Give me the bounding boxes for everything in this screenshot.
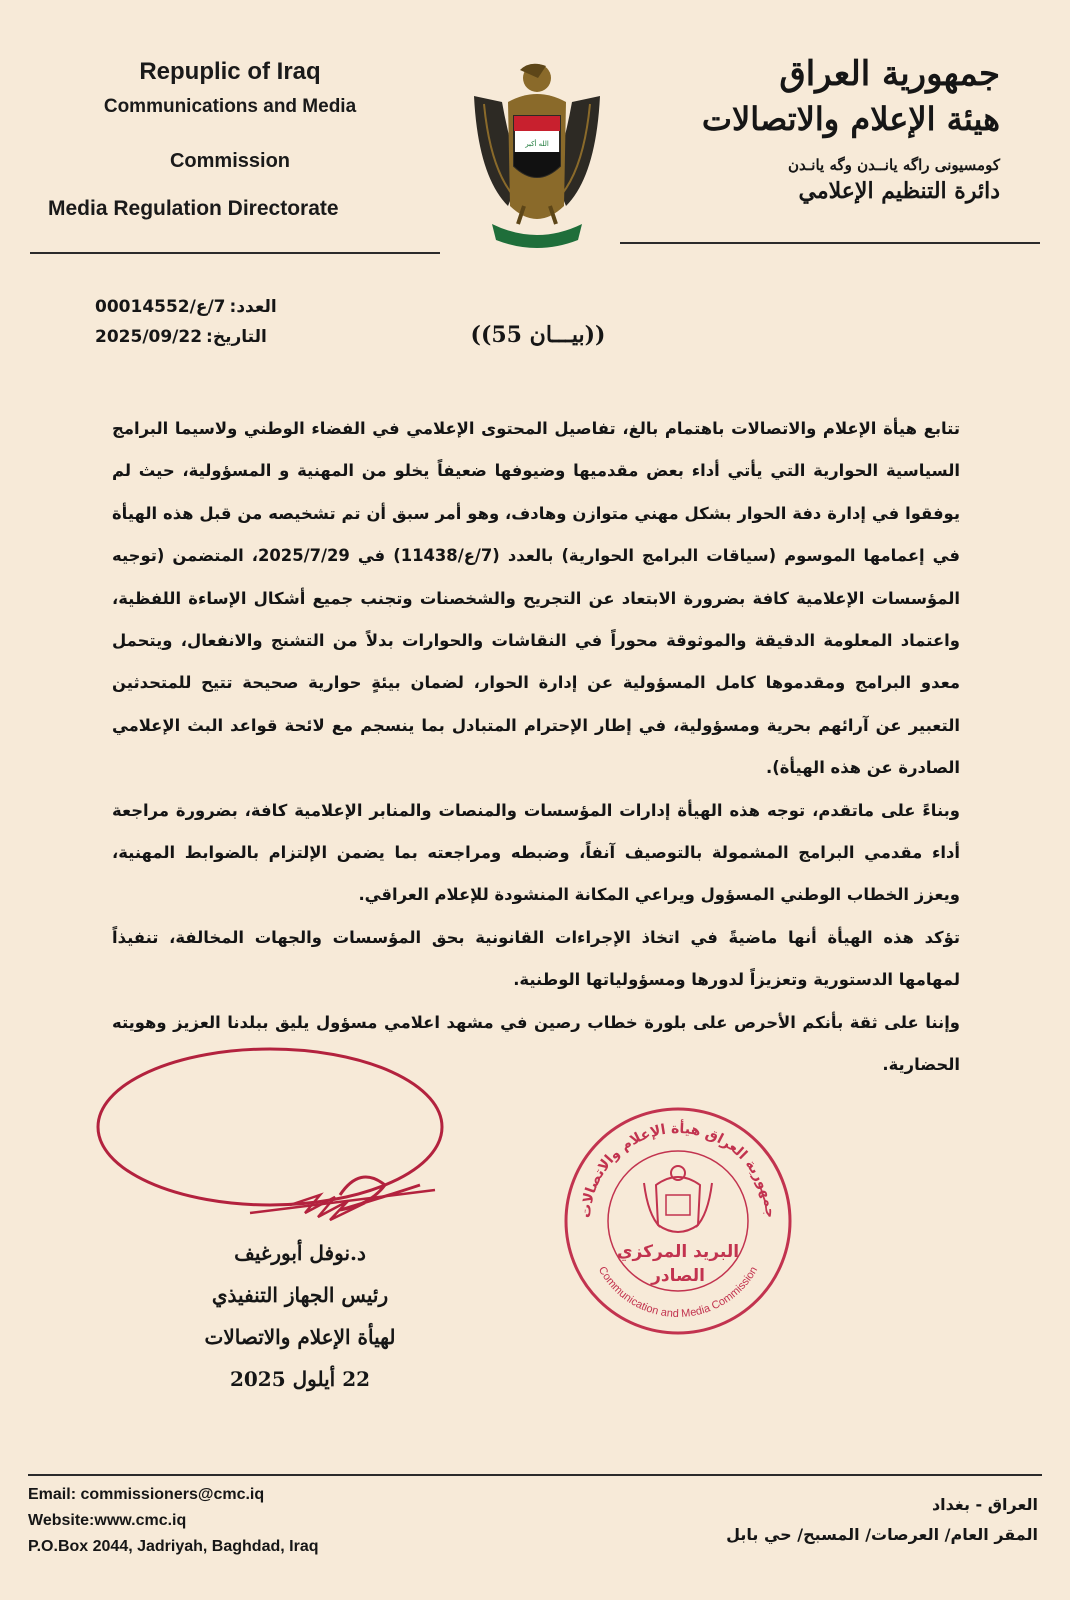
header-rule-right [620, 242, 1040, 244]
footer-email: Email: commissioners@cmc.iq [28, 1486, 265, 1503]
signatory-name: د.نوفل أبورغيف [234, 1241, 366, 1265]
reference-number-row [95, 292, 305, 322]
header-ar-line4: دائرة التنظيم الإعلامي [798, 178, 1000, 204]
body-paragraph-2: وبناءً على ماتقدم، توجه هذه الهيأة إدارات المؤسسات والمنصات والمنابر الإعلامية كافة، بضرورة مراجعة أداء مقدمي البرامج المشمولة بالتوصيف آنفاً، وضبطه ومراجعته بما يضمن الإلتزام بالضوابط المهنية، ويعزز الخطاب الوطني المسؤول ويراعي المكانة المنشودة للإعلام العراقي. [112, 800, 960, 905]
header-rule-left [30, 252, 440, 254]
footer-contact-english [28, 1482, 318, 1560]
statement-title: ((بيـــان 55)) [470, 322, 606, 348]
reference-number-label: العدد: [229, 297, 277, 317]
header-ar-line3: كومسيونى راگه يانــدن وگه يانـدن [788, 156, 1000, 174]
body-paragraph-3: تؤكد هذه الهيأة أنها ماضيةً في اتخاذ الإجراءات القانونية بحق المؤسسات والجهات المخالفة، تنفيذاً لمهامها الدستورية وتعزيزاً لدورها ومسؤولياتها الوطنية. [112, 927, 960, 990]
footer-rule [28, 1474, 1042, 1476]
handwritten-signature-icon [90, 1045, 450, 1235]
header-en-line4: Media Regulation Directorate [48, 197, 339, 220]
footer-ar-line2: المقر العام/ العرصات/ المسبح/ حي بابل [726, 1525, 1038, 1544]
signatory-title-1: رئيس الجهاز التنفيذي [211, 1283, 389, 1307]
header-en-line2: Communications and Media [103, 96, 357, 117]
letter-body [112, 408, 960, 1087]
header-arabic [670, 52, 1000, 204]
body-paragraph-4: وإننا على ثقة بأنكم الأحرص على بلورة خطاب رصين في مشهد اعلامي مسؤول يليق ببلدنا العزيز وهويته الحضارية. [112, 1012, 960, 1075]
reference-date-label: التاريخ: [206, 327, 267, 347]
header-ar-line2: هيئة الإعلام والاتصالات [701, 100, 1000, 138]
official-stamp-icon [560, 1103, 796, 1339]
footer-website: Website:www.cmc.iq [28, 1512, 187, 1529]
seal-center-line1: البريد المركزي [616, 1242, 740, 1262]
signatory-title-2: لهيأة الإعلام والاتصالات [204, 1325, 396, 1349]
seal-center-line2: الصادر [651, 1266, 705, 1286]
body-paragraph-1: تتابع هيأة الإعلام والاتصالات باهتمام بالغ، تفاصيل المحتوى الإعلامي في الفضاء الوطني ولاسيما البرامج السياسية الحوارية التي يأتي أداء بعض مقدميها وضيوفها ضعيفاً يخلو من المهنية و المسؤولية، حيث لم يوفقوا في إدارة دفة الحوار بشكل مهني متوازن وهادف، وهو أمر سبق أن تم تشخيصه من قبل هذه الهيأة في إعمامها الموسوم (سياقات البرامج الحوارية) بالعدد (7/ع/11438) في 2025/7/29، المتضمن (توجيه المؤسسات الإعلامية كافة بضرورة الابتعاد عن التجريح والشخصنات وتجنب جميع أشكال الإساءة اللفظية، واعتماد المعلومة الدقيقة والموثوقة محوراً في النقاشات والحوارات بدلاً من التشنج والانفعال، ويتحمل معدو البرامج ومقدموها كامل المسؤولية عن إدارة الحوار، لضمان بيئةٍ حوارية صحيحة تتيح للمتحدثين التعبير عن آرائهم بحرية ومسؤولية، في إطار الإحترام المتبادل بما ينسجم مع لائحة قواعد البث الإعلامي الصادرة عن هذه الهيأة). [112, 419, 960, 778]
header-english [30, 58, 430, 221]
signature-date: 22 أيلول 2025 [229, 1367, 371, 1391]
header-en-line3: Commission [169, 150, 291, 172]
iraq-eagle-emblem-icon [468, 56, 606, 256]
reference-number-value: 7/ع/00014552 [95, 297, 226, 317]
seal-top-text: جمهورية العراق هيأة الإعلام والاتصالات [577, 1120, 779, 1219]
signature-block [180, 1232, 420, 1400]
header-en-line1: Repuplic of Iraq [139, 58, 321, 85]
emblem-text: الله أكبر [525, 140, 549, 148]
header-ar-line1: جمهورية العراق [779, 54, 1000, 94]
footer-ar-line1: العراق - بغداد [931, 1495, 1038, 1514]
reference-date-row [95, 322, 305, 352]
footer-pobox: P.O.Box 2044, Jadriyah, Baghdad, Iraq [28, 1538, 319, 1555]
reference-date-value: 2025/09/22 [95, 327, 203, 347]
reference-block [95, 292, 305, 352]
footer-address-arabic [726, 1490, 1038, 1550]
seal-bottom-text: Communication and Media Commission [595, 1264, 761, 1321]
